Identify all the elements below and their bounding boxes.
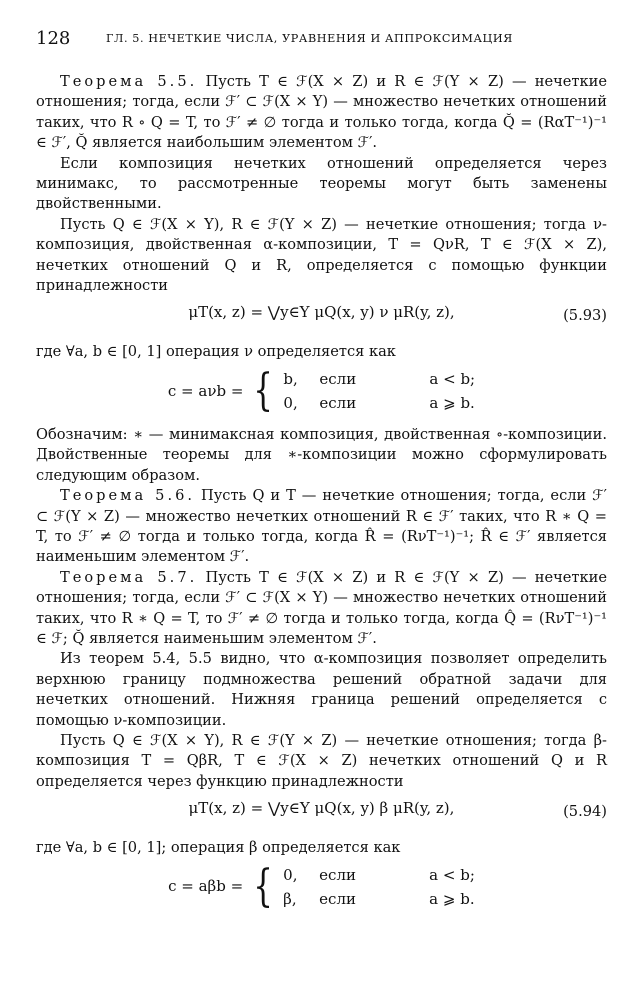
formula-expression: μT(x, z) = ⋁y∈Y μQ(x, y) β μR(y, z), xyxy=(188,799,455,818)
case-word: если xyxy=(319,889,356,908)
case-value: b, xyxy=(283,369,298,388)
case-value: β, xyxy=(283,889,297,908)
paragraph-minimax: Если композиция нечетких отношений определяется через минимакс, то рассмотренные теоремы могут быть заменены двойственными. xyxy=(36,154,607,213)
piecewise-lhs: c = aνb = xyxy=(167,381,244,400)
case-row xyxy=(283,391,475,415)
case-condition: a < b; xyxy=(429,865,475,884)
equation-number: (5.94) xyxy=(563,803,607,821)
equation-number: (5.93) xyxy=(563,307,607,325)
paragraph-bounds: Из теорем 5.4, 5.5 видно, что α-композиция позволяет определить верхнюю границу подмножества решений обратной задачи для нечетких отношений. Нижняя граница решений определяется с помощью ν-композиции. xyxy=(36,650,607,729)
case-word: если xyxy=(319,369,357,388)
paragraph-nu-composition: Пусть Q ∈ ℱ(X × Y), R ∈ ℱ(Y × Z) — нечеткие отношения; тогда ν-композиция, двойственная α-композиции, T = QνR, T ∈ ℱ(X × Z), нечетких отношений Q и R, определяется с помощью функции принадлежности xyxy=(36,215,607,295)
theorem-5-6 xyxy=(36,486,607,568)
piecewise-lhs: c = aβb = xyxy=(168,877,244,896)
theorem-5-7 xyxy=(36,568,607,650)
theorem-text: Пусть T ∈ ℱ(X × Z) и R ∈ ℱ(Y × Z) — нечеткие отношения; тогда, если ℱ′ ⊂ ℱ(X × Y) — множество нечетких отношений таких, что R ∘ Q = T, то ℱ′ ≠ ∅ тогда и только тогда, когда Q̆ = (RαT⁻¹)⁻¹ ∈ ℱ′, Q̆ является наибольшим элементом ℱ′. xyxy=(36,73,607,152)
paragraph-denote: Обозначим: ∗ — минимаксная композиция, двойственная ∘-композиции. Двойственные теоремы для ∗-композиции можно сформулировать следующим образом. xyxy=(36,425,607,484)
case-row xyxy=(283,863,475,887)
theorem-label: Теорема 5.6. xyxy=(60,487,196,505)
case-value: 0, xyxy=(283,393,298,412)
cases xyxy=(283,367,475,415)
paragraph-beta-composition: Пусть Q ∈ ℱ(X × Y), R ∈ ℱ(Y × Z) — нечеткие отношения; тогда β-композиция T = QβR, T ∈ ℱ(X × Z) нечетких отношений Q и R определяется через функцию принадлежности xyxy=(36,731,607,790)
cases xyxy=(283,863,475,911)
page-number: 128 xyxy=(36,28,71,49)
case-row xyxy=(283,367,475,391)
page-header xyxy=(36,28,607,52)
paragraph-where-beta: где ∀a, b ∈ [0, 1]; операция β определяется как xyxy=(36,839,401,857)
brace-icon: { xyxy=(253,364,274,416)
case-word: если xyxy=(319,393,357,412)
formula-5-93 xyxy=(36,302,607,336)
case-value: 0, xyxy=(283,865,298,884)
running-title: ГЛ. 5. НЕЧЕТКИЕ ЧИСЛА, УРАВНЕНИЯ И АППРОКСИМАЦИЯ xyxy=(106,32,513,45)
case-word: если xyxy=(319,865,356,884)
theorem-text: Пусть Q и T — нечеткие отношения; тогда, если ℱ′ ⊂ ℱ(Y × Z) — множество нечетких отношений R ∈ ℱ′ таких, что R ∗ Q = T, то ℱ′ ≠ ∅ тогда и только тогда, когда R̂ = (RνT⁻¹)⁻¹; R̂ ∈ ℱ′ является наименьшим элементом ℱ′. xyxy=(36,487,607,566)
case-condition: a ⩾ b. xyxy=(429,393,475,412)
theorem-text: Пусть T ∈ ℱ(X × Z) и R ∈ ℱ(Y × Z) — нечеткие отношения; тогда, если ℱ′ ⊂ ℱ(X × Y) — множество нечетких отношений таких, что R ∗ Q = T, то ℱ′ ≠ ∅ тогда и только тогда, когда Q̂ = (RνT⁻¹)⁻¹ ∈ ℱ; Q̆ является наименьшим элементом ℱ′. xyxy=(36,568,607,647)
theorem-label: Теорема 5.7. xyxy=(60,568,198,586)
case-condition: a ⩾ b. xyxy=(429,889,475,908)
brace-icon: { xyxy=(253,860,273,912)
theorem-5-5 xyxy=(36,72,607,154)
paragraph-where-nu: где ∀a, b ∈ [0, 1] операция ν определяется как xyxy=(36,343,396,361)
case-condition: a < b; xyxy=(429,369,476,388)
formula-expression: μT(x, z) = ⋁y∈Y μQ(x, y) ν μR(y, z), xyxy=(188,303,455,322)
page-body xyxy=(36,72,607,911)
case-row xyxy=(283,887,475,911)
formula-5-94 xyxy=(36,798,607,832)
piecewise-beta xyxy=(36,860,607,912)
piecewise-nu xyxy=(36,364,607,416)
theorem-label: Теорема 5.5. xyxy=(60,73,198,90)
